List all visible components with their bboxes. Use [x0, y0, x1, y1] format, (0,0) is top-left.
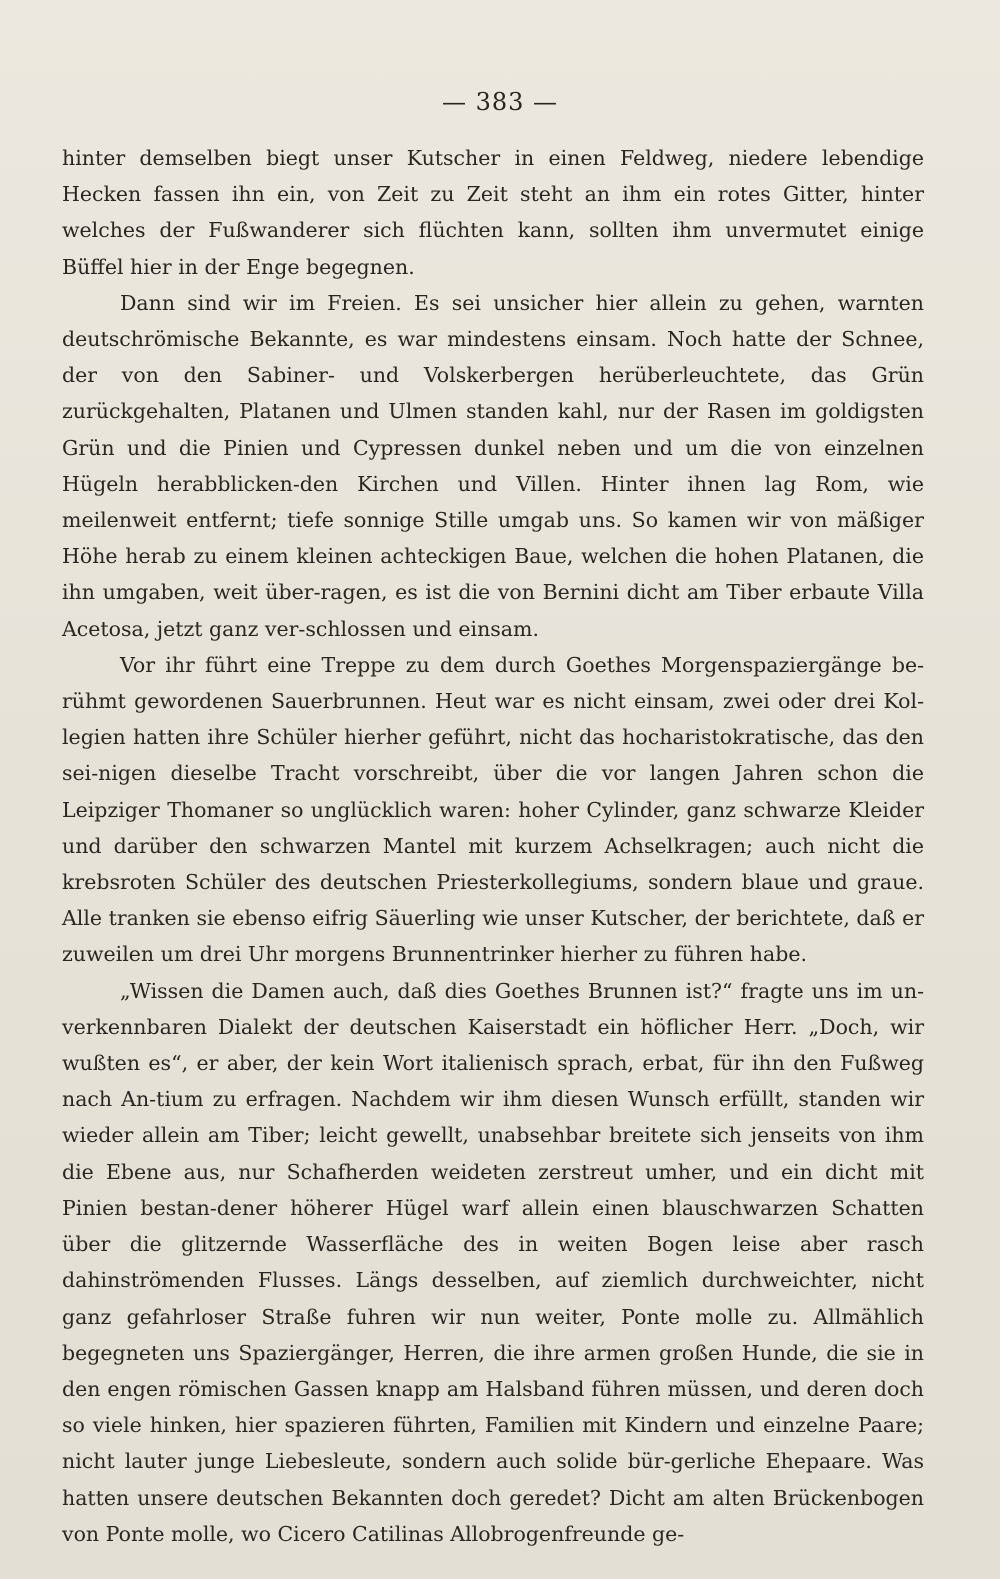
paragraph-2: Dann sind wir im Freien. Es sei unsicher hier allein zu gehen, warnten deutschrömische Bekannte, es war mindestens einsam. Noch hatte der Schnee, der von den Sabiner- und Volskerbergen herüberleuchtete, das Grün zurückgehalten, Platanen und Ulmen standen kahl, nur der Rasen im goldigsten Grün und die Pinien und Cypressen dunkel neben und um die von einzelnen Hügeln herabblicken-den Kirchen und Villen. Hinter ihnen lag Rom, wie meilenweit entfernt; tiefe sonnige Stille umgab uns. So kamen wir von mäßiger Höhe herab zu einem kleinen achteckigen Baue, welchen die hohen Platanen, die ihn umgaben, weit über-ragen, es ist die von Bernini dicht am Tiber erbaute Villa Acetosa, jetzt ganz ver-schlossen und einsam.: [62, 290, 924, 641]
paragraph-3: Vor ihr führt eine Treppe zu dem durch Goethes Morgenspaziergänge be-rühmt gewordenen Sauerbrunnen. Heut war es nicht einsam, zwei oder drei Kol-legien hatten ihre Schüler hierher geführt, nicht das hocharistokratische, das den sei-nigen dieselbe Tracht vorschreibt, über die vor langen Jahren schon die Leipziger Thomaner so unglücklich waren: hoher Cylinder, ganz schwarze Kleider und darüber den schwarzen Mantel mit kurzem Achselkragen; auch nicht die krebsroten Schüler des deutschen Priesterkollegiums, sondern blaue und graue. Alle tranken sie ebenso eifrig Säuerling wie unser Kutscher, der berichtete, daß er zuweilen um drei Uhr morgens Brunnentrinker hierher zu führen habe.: [62, 652, 924, 967]
body-text: [62, 140, 924, 1552]
paragraph-1: hinter demselben biegt unser Kutscher in einen Feldweg, niedere lebendige Hecken fassen ihn ein, von Zeit zu Zeit steht an ihm ein rotes Gitter, hinter welches der Fußwanderer sich flüchten kann, sollten ihm unvermutet einige Büffel hier in der Enge begegnen.: [62, 146, 924, 279]
page-number: — 383 —: [441, 88, 559, 116]
paragraph-4: „Wissen die Damen auch, daß dies Goethes Brunnen ist?“ fragte uns im un-verkennbaren Dialekt der deutschen Kaiserstadt ein höflicher Herr. „Doch, wir wußten es“, er aber, der kein Wort italienisch sprach, erbat, für ihn den Fußweg nach An-tium zu erfragen. Nachdem wir ihm diesen Wunsch erfüllt, standen wir wieder allein am Tiber; leicht gewellt, unabsehbar breitete sich jenseits von ihm die Ebene aus, nur Schafherden weideten zerstreut umher, und ein dicht mit Pinien bestan-dener höherer Hügel warf allein einen blauschwarzen Schatten über die glitzernde Wasserfläche des in weiten Bogen leise aber rasch dahinströmenden Flusses. Längs desselben, auf ziemlich durchweichter, nicht ganz gefahrloser Straße fuhren wir nun weiter, Ponte molle zu. Allmählich begegneten uns Spaziergänger, Herren, die ihre armen großen Hunde, die sie in den engen römischen Gassen knapp am Halsband führen müssen, und deren doch so viele hinken, hier spazieren führten, Familien mit Kindern und einzelne Paare; nicht lauter junge Liebesleute, sondern auch solide bür-gerliche Ehepaare. Was hatten unsere deutschen Bekannten doch geredet? Dicht am alten Brückenbogen von Ponte molle, wo Cicero Catilinas Allobrogenfreunde ge-: [62, 978, 924, 1546]
